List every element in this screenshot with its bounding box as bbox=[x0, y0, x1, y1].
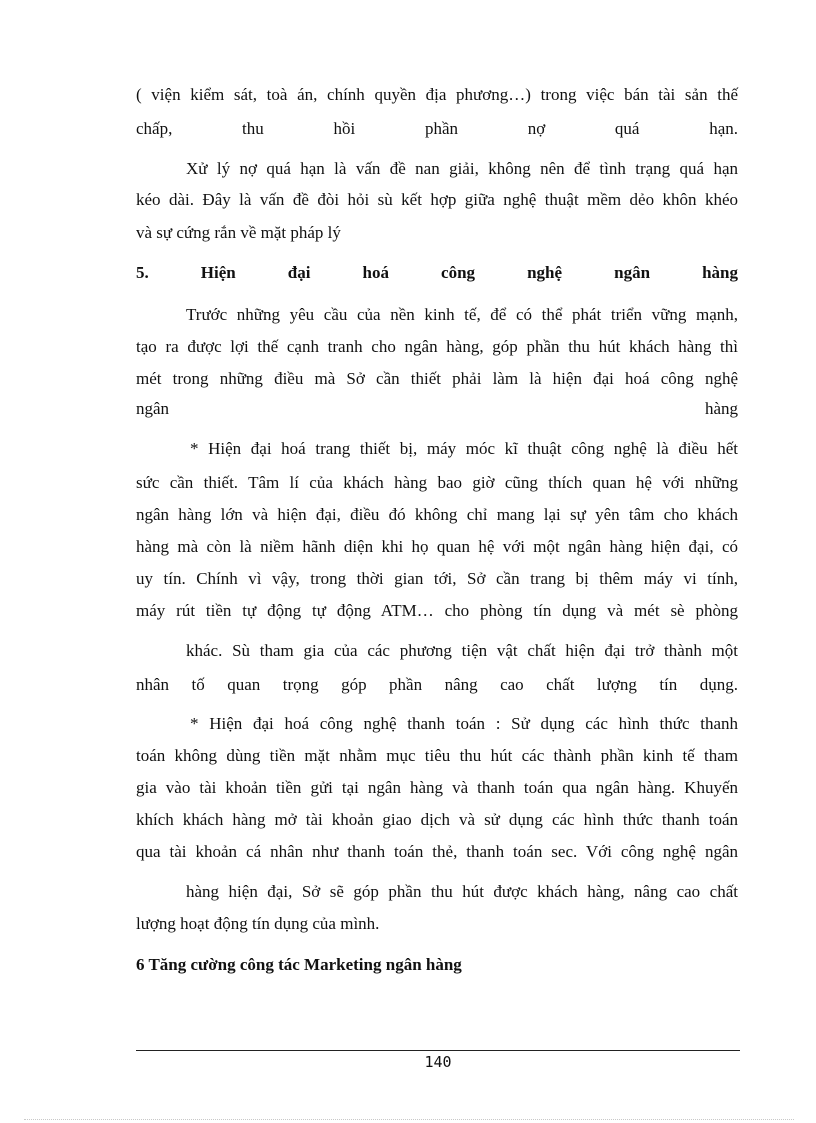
text-line: khích khách hàng mở tài khoản giao dịch và sử dụng các hình thức thanh toán bbox=[136, 810, 738, 829]
text-line: ngân hàng bbox=[136, 399, 738, 418]
text-line: và sự cứng rắn về mặt pháp lý bbox=[136, 223, 341, 242]
text-line: ngân hàng lớn và hiện đại, điều đó không chỉ mang lại sự yên tâm cho khách bbox=[136, 505, 738, 524]
text-line: sức cần thiết. Tâm lí của khách hàng bao giờ cũng thích quan hệ với những bbox=[136, 473, 738, 492]
text-line: kéo dài. Đây là vấn đề đòi hỏi sù kết hợp giữa nghệ thuật mềm dẻo khôn khéo bbox=[136, 190, 738, 209]
footer-rule bbox=[136, 1050, 740, 1051]
text-line: uy tín. Chính vì vậy, trong thời gian tới, Sở cần trang bị thêm máy vi tính, bbox=[136, 569, 738, 588]
text-line: Trước những yêu cầu của nền kinh tế, để có thể phát triển vững mạnh, bbox=[186, 305, 738, 324]
text-line: hàng mà còn là niềm hãnh diện khi họ quan hệ với một ngân hàng hiện đại, có bbox=[136, 537, 738, 556]
text-line: * Hiện đại hoá trang thiết bị, máy móc kĩ thuật công nghệ là điều hết bbox=[190, 439, 738, 458]
text-line: tạo ra được lợi thế cạnh tranh cho ngân hàng, góp phần thu hút khách hàng thì bbox=[136, 337, 738, 356]
text-line: toán không dùng tiền mặt nhằm mục tiêu thu hút các thành phần kinh tế tham bbox=[136, 746, 738, 765]
text-line: mét trong những điều mà Sở cần thiết phải làm là hiện đại hoá công nghệ bbox=[136, 369, 738, 388]
text-line: chấp, thu hồi phần nợ quá hạn. bbox=[136, 119, 738, 138]
text-line: hàng hiện đại, Sở sẽ góp phần thu hút được khách hàng, nâng cao chất bbox=[186, 882, 738, 901]
text-line: khác. Sù tham gia của các phương tiện vật chất hiện đại trở thành một bbox=[186, 641, 738, 660]
page-number: 140 bbox=[424, 1053, 452, 1071]
text-line: nhân tố quan trọng góp phần nâng cao chất lượng tín dụng. bbox=[136, 675, 738, 694]
text-line: máy rút tiền tự động tự động ATM… cho phòng tín dụng và mét sè phòng bbox=[136, 601, 738, 620]
text-line: gia vào tài khoản tiền gửi tại ngân hàng và thanh toán qua ngân hàng. Khuyến bbox=[136, 778, 738, 797]
text-line: ( viện kiểm sát, toà án, chính quyền địa phương…) trong việc bán tài sản thế bbox=[136, 85, 738, 104]
text-line: qua tài khoản cá nhân như thanh toán thẻ, thanh toán sec. Với công nghệ ngân bbox=[136, 842, 738, 861]
section-heading: 5. Hiện đại hoá công nghệ ngân hàng bbox=[136, 263, 738, 282]
page-edge-dotted-line bbox=[24, 1119, 794, 1120]
text-line: * Hiện đại hoá công nghệ thanh toán : Sử dụng các hình thức thanh bbox=[190, 714, 738, 733]
section-heading: 6 Tăng cường công tác Marketing ngân hàng bbox=[136, 955, 462, 974]
text-line: Xử lý nợ quá hạn là vấn đề nan giải, không nên để tình trạng quá hạn bbox=[186, 159, 738, 178]
text-line: lượng hoạt động tín dụng của mình. bbox=[136, 914, 380, 933]
